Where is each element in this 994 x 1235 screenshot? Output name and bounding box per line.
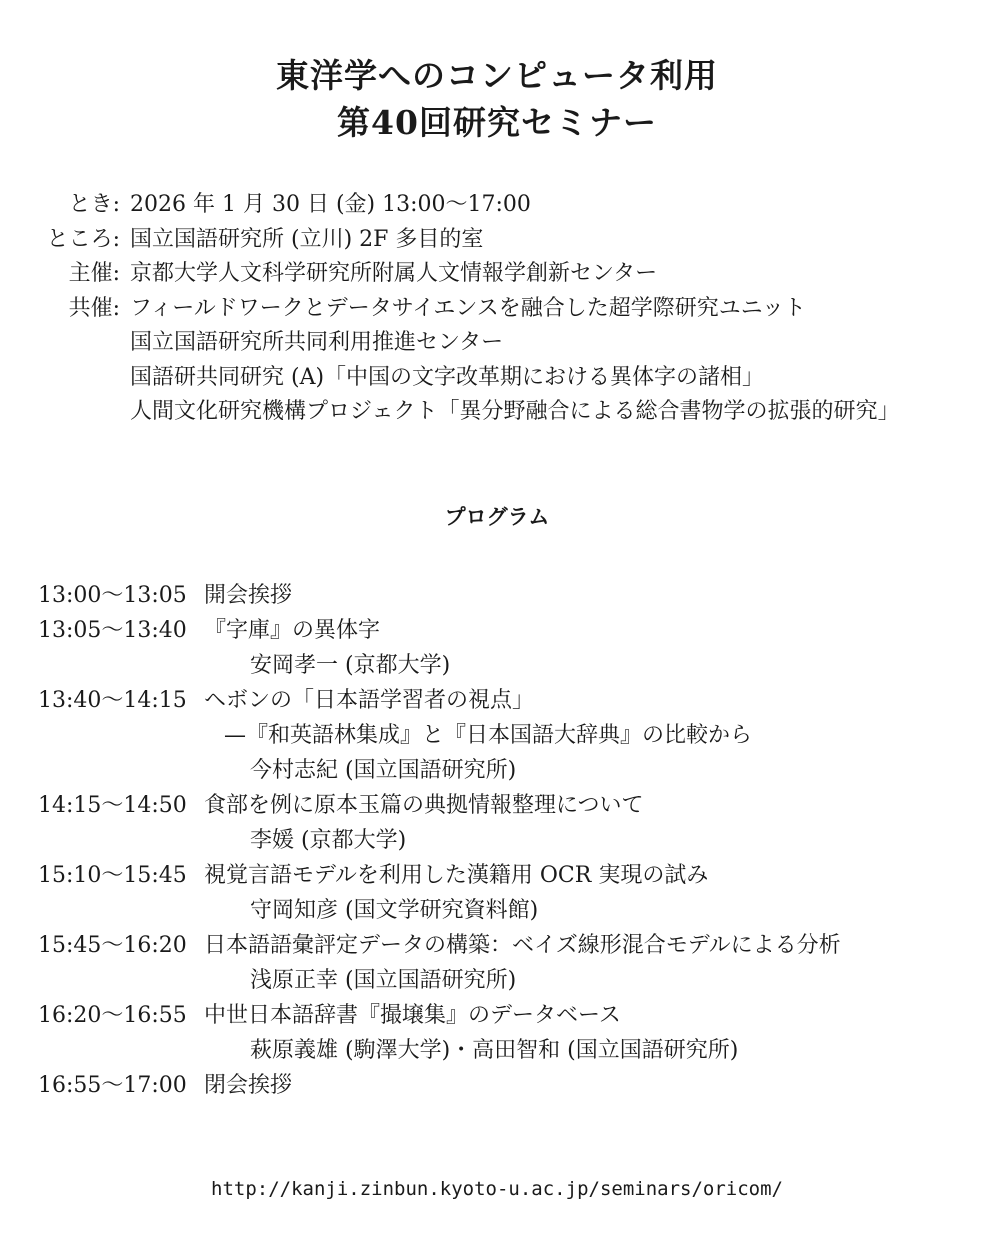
- program-speaker-line: [38, 1033, 978, 1068]
- info-cohost-row: [0, 361, 994, 396]
- seminar-title-line1: 東洋学へのコンピュータ利用: [276, 56, 718, 95]
- program-title: 食部を例に原本玉篇の典拠情報整理について: [204, 793, 644, 818]
- program-title: 日本語語彙評定データの構築：ベイズ線形混合モデルによる分析: [204, 933, 841, 958]
- program-title: 『字庫』の異体字: [204, 618, 381, 643]
- program-time: 16:55〜17:00: [38, 1073, 187, 1098]
- info-organizer-label: 主催:: [68, 261, 120, 286]
- program-speaker: 浅原正幸 (国立国語研究所): [250, 968, 517, 993]
- program-time: 16:20〜16:55: [38, 1003, 187, 1028]
- program-time: 15:45〜16:20: [38, 933, 187, 958]
- info-when-label: とき:: [68, 192, 120, 217]
- program-speaker: 李媛 (京都大学): [250, 828, 407, 853]
- program-subtitle: —『和英語林集成』と『日本国語大辞典』の比較から: [224, 723, 753, 748]
- event-info: [0, 188, 994, 430]
- info-organizer: [0, 257, 994, 292]
- program-heading: プログラム: [444, 504, 550, 529]
- program-item: [38, 613, 978, 648]
- program-time: 15:10〜15:45: [38, 863, 187, 888]
- info-where: [0, 223, 994, 258]
- program-item: [38, 998, 978, 1033]
- program-item: [38, 578, 978, 613]
- seminar-title: [0, 52, 994, 146]
- program-item: [38, 1068, 978, 1103]
- program-speaker: 守岡知彦 (国文学研究資料館): [250, 898, 539, 923]
- program-speaker: 今村志紀 (国立国語研究所): [250, 758, 517, 783]
- program-title: 開会挨拶: [204, 583, 293, 608]
- program-speaker: 安岡孝一 (京都大学): [250, 653, 451, 678]
- program-title: 中世日本語辞書『撮壌集』のデータベース: [204, 1003, 621, 1028]
- program-speaker-line: [38, 823, 978, 858]
- info-where-label: ところ:: [46, 226, 120, 252]
- program-speaker-line: [38, 648, 978, 683]
- program-speaker-line: [38, 753, 978, 788]
- info-cohost-value: 人間文化研究機構プロジェクト「異分野融合による総合書物学の拡張的研究」: [130, 399, 900, 424]
- program-item: [38, 928, 978, 963]
- program-item: [38, 788, 978, 823]
- program-list: [38, 578, 978, 1103]
- seminar-title-line2: 第40回研究セミナー: [337, 103, 657, 142]
- program-item: [38, 683, 978, 718]
- info-when-value: 2026 年 1 月 30 日 (金) 13:00〜17:00: [130, 192, 531, 217]
- info-cohost: [0, 292, 994, 327]
- program-title: ヘボンの「日本語学習者の視点」: [204, 688, 535, 713]
- program-speaker-line: [38, 963, 978, 998]
- info-when: [0, 188, 994, 223]
- program-subtitle-line: [38, 718, 978, 753]
- info-cohost-row: [0, 395, 994, 430]
- info-cohost-value: 国立国語研究所共同利用推進センター: [130, 330, 504, 355]
- program-title: 視覚言語モデルを利用した漢籍用 OCR 実現の試み: [204, 863, 709, 888]
- info-cohost-value: フィールドワークとデータサイエンスを融合した超学際研究ユニット: [130, 295, 806, 321]
- seminar-url[interactable]: http://kanji.zinbun.kyoto-u.ac.jp/seminars/oricom/: [211, 1178, 783, 1200]
- info-where-value: 国立国語研究所 (立川) 2F 多目的室: [130, 226, 484, 252]
- info-organizer-value: 京都大学人文科学研究所附属人文情報学創新センター: [130, 261, 658, 286]
- program-item: [38, 858, 978, 893]
- program-speaker-line: [38, 893, 978, 928]
- program-title: 閉会挨拶: [204, 1073, 293, 1098]
- program-time: 13:05〜13:40: [38, 618, 187, 643]
- program-time: 13:40〜14:15: [38, 688, 187, 713]
- info-cohost-label: 共催:: [68, 295, 120, 321]
- program-speaker: 萩原義雄 (駒澤大学)・高田智和 (国立国語研究所): [250, 1038, 739, 1063]
- program-time: 13:00〜13:05: [38, 583, 187, 608]
- info-cohost-row: [0, 326, 994, 361]
- program-time: 14:15〜14:50: [38, 793, 187, 818]
- info-cohost-value: 国語研共同研究 (A)「中国の文字改革期における異体字の諸相」: [130, 364, 765, 390]
